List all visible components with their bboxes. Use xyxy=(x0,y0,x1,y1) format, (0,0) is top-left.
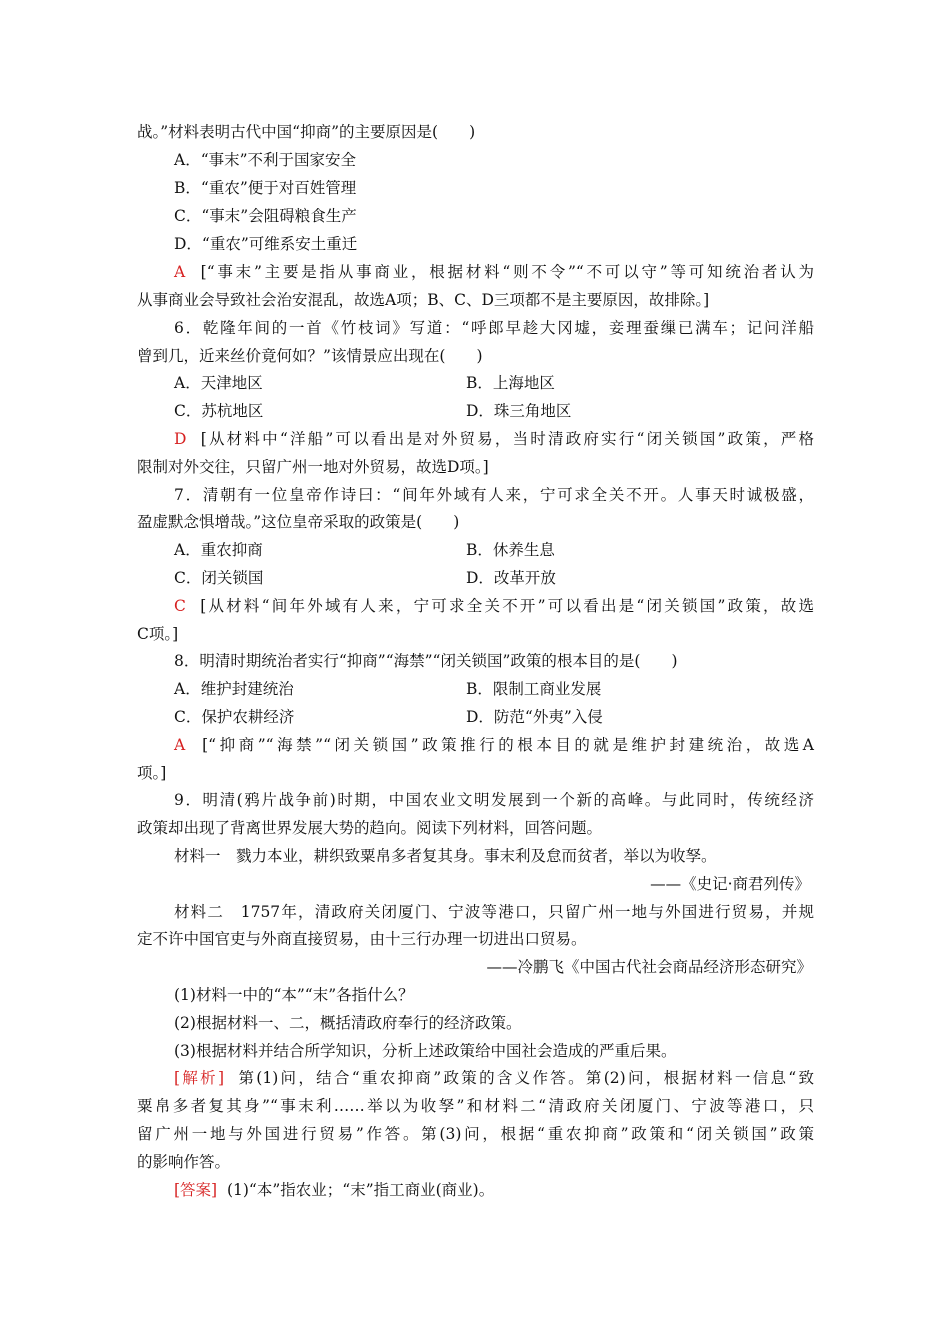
q9-stem-line1: 9．明清(鸦片战争前)时期，中国农业文明发展到一个新的高峰。与此同时，传统经济 xyxy=(174,791,814,809)
q9-subquestion-3: (3)根据材料并结合所学知识，分析上述政策给中国社会造成的严重后果。 xyxy=(174,1042,677,1060)
q7-stem-line1: 7．清朝有一位皇帝作诗曰：“间年外域有人来，宁可求全关不开。人事天时诚极盛， xyxy=(174,486,814,504)
q8-answer-letter: A xyxy=(174,736,186,754)
q9-material-two-line2: 定不许中国官吏与外商直接贸易，由十三行办理一切进出口贸易。 xyxy=(137,930,587,948)
q6-explanation-line2: 限制对外交往，只留广州一地对外贸易，故选D项。] xyxy=(137,458,489,476)
q6-stem-line1: 6．乾隆年间的一首《竹枝词》写道：“呼郎早趁大冈墟，妾理蚕缫已满车；记问洋船 xyxy=(174,319,814,337)
q5-option-c: C．“事末”会阻碍粮食生产 xyxy=(174,207,357,225)
q9-material-one: 材料一 戮力本业，耕织致粟帛多者复其身。事末利及怠而贫者，举以为收孥。 xyxy=(174,847,717,865)
q9-stem-line2: 政策却出现了背离世界发展大势的趋向。阅读下列材料，回答问题。 xyxy=(137,819,603,837)
q6-stem-line2: 曾到几，近来丝价竟何如？”该情景应出现在( ) xyxy=(137,347,483,365)
q5-explanation-line1 xyxy=(174,262,814,282)
q9-material-one-source: ——《史记·商君列传》 xyxy=(650,875,810,893)
q7-explanation-text1: [从材料“间年外域有人来，宁可求全关不开”可以看出是“闭关锁国”政策，故选 xyxy=(200,597,815,615)
q5-explanation-line2: 从事商业会导致社会治安混乱，故选A项；B、C、D三项都不是主要原因，故排除。] xyxy=(137,291,710,309)
q7-explanation-line2: C项。] xyxy=(137,625,179,643)
q5-option-d: D．“重农”可维系安土重迁 xyxy=(174,235,358,253)
q6-option-a: A．天津地区 xyxy=(174,374,263,392)
q6-option-b: B．上海地区 xyxy=(466,374,555,392)
q9-analysis-line2: 粟帛多者复其身”“事末利……举以为收孥”和材料二“清政府关闭厦门、宁波等港口，只 xyxy=(137,1097,814,1115)
q9-subquestion-1: (1)材料一中的“本”“末”各指什么？ xyxy=(174,986,414,1004)
q7-option-a: A．重农抑商 xyxy=(174,541,263,559)
q8-stem-line1: 8．明清时期统治者实行“抑商”“海禁”“闭关锁国”政策的根本目的是( ) xyxy=(174,652,678,670)
q6-answer-letter: D xyxy=(174,430,187,448)
q9-material-two-source: ——冷鹏飞《中国古代社会商品经济形态研究》 xyxy=(486,958,812,976)
q9-subquestion-2: (2)根据材料一、二，概括清政府奉行的经济政策。 xyxy=(174,1014,522,1032)
q6-option-c: C．苏杭地区 xyxy=(174,402,264,420)
q9-analysis-text1: 第(1)问，结合“重农抑商”政策的含义作答。第(2)问，根据材料一信息“致 xyxy=(238,1069,814,1087)
q8-option-d: D．防范“外夷”入侵 xyxy=(466,708,603,726)
q7-explanation-line1 xyxy=(174,596,814,616)
q8-explanation-text1: [“抑商”“海禁”“闭关锁国”政策推行的根本目的就是维护封建统治，故选A xyxy=(202,736,814,754)
q9-analysis-line3: 留广州一地与外国进行贸易”作答。第(3)问，根据“重农抑商”政策和“闭关锁国”政策 xyxy=(137,1125,814,1143)
q7-option-d: D．改革开放 xyxy=(466,569,556,587)
q6-explanation-line1 xyxy=(174,429,814,449)
q5-stem-tail: 战。”材料表明古代中国“抑商”的主要原因是( ) xyxy=(137,123,476,141)
q7-answer-letter: C xyxy=(174,597,186,615)
q7-stem-line2: 盈虚默念惧增哉。”这位皇帝采取的政策是( ) xyxy=(137,513,460,531)
q8-option-c: C．保护农耕经济 xyxy=(174,708,295,726)
q7-option-b: B．休养生息 xyxy=(466,541,555,559)
q7-option-c: C．闭关锁国 xyxy=(174,569,264,587)
answer-label: [答案] xyxy=(174,1181,218,1199)
q9-analysis-line4: 的影响作答。 xyxy=(137,1153,231,1171)
q6-explanation-text1: [从材料中“洋船”可以看出是对外贸易，当时清政府实行“闭关锁国”政策，严格 xyxy=(200,430,814,448)
analysis-label: [解析] xyxy=(174,1069,225,1087)
q8-option-a: A．维护封建统治 xyxy=(174,680,294,698)
q9-answer-line1 xyxy=(174,1180,494,1200)
q6-option-d: D．珠三角地区 xyxy=(466,402,572,420)
q5-option-a: A．“事末”不利于国家安全 xyxy=(174,151,357,169)
q5-explanation-text1: [“事末”主要是指从事商业，根据材料“则不令”“不可以守”等可知统治者认为 xyxy=(200,263,814,281)
q8-explanation-line1 xyxy=(174,735,814,755)
q8-explanation-line2: 项。] xyxy=(137,764,167,782)
q5-answer-letter: A xyxy=(174,263,186,281)
q8-option-b: B．限制工商业发展 xyxy=(466,680,602,698)
q5-option-b: B．“重农”便于对百姓管理 xyxy=(174,179,357,197)
q9-answer-text1: (1)“本”指农业；“末”指工商业(商业)。 xyxy=(226,1181,495,1199)
q9-material-two-line1: 材料二 1757年，清政府关闭厦门、宁波等港口，只留广州一地与外国进行贸易，并规 xyxy=(174,903,814,921)
q9-analysis-line1 xyxy=(174,1068,814,1088)
